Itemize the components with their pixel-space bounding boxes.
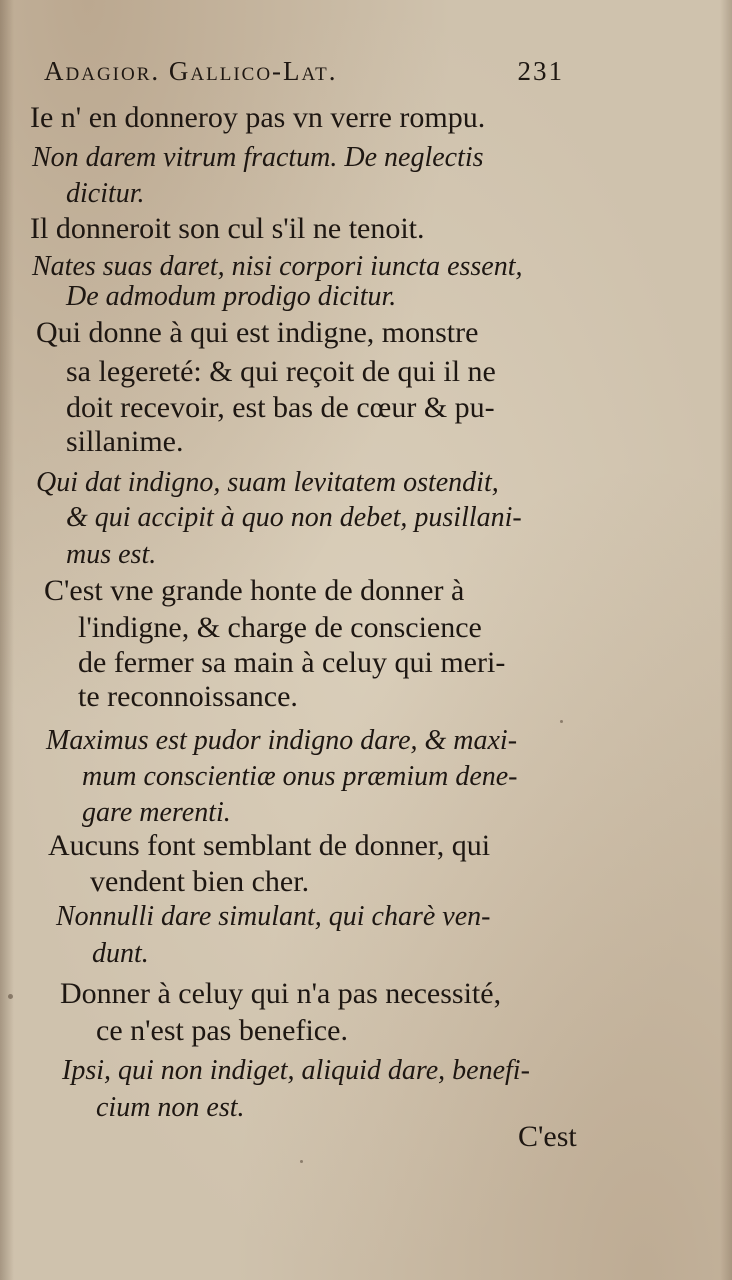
page-number: 231: [517, 56, 564, 86]
proverb-line: Aucuns font semblant de donner, qui: [48, 829, 491, 862]
latin-line: Non darem vitrum fractum. De neglectis: [32, 142, 484, 173]
latin-line: cium non est.: [96, 1092, 245, 1123]
paper-speck: [300, 1160, 303, 1163]
latin-line: Nonnulli dare simulant, qui charè ven-: [56, 901, 491, 932]
proverb-line: te reconnoissance.: [78, 680, 298, 713]
paper-speck: [8, 994, 13, 999]
proverb-line: Il donneroit son cul s'il ne tenoit.: [30, 212, 425, 245]
latin-line: gare merenti.: [82, 797, 231, 828]
latin-line: De admodum prodigo dicitur.: [66, 281, 397, 312]
latin-line: Nates suas daret, nisi corpori iuncta essent,: [32, 251, 523, 282]
latin-line: dicitur.: [66, 178, 145, 209]
proverb-line: doit recevoir, est bas de cœur & pu-: [66, 391, 495, 424]
page-edge-shadow-left: [0, 0, 14, 1280]
latin-line: Maximus est pudor indigno dare, & maxi-: [46, 725, 518, 756]
proverb-line: C'est vne grande honte de donner à: [44, 574, 465, 607]
proverb-line: sa legereté: & qui reçoit de qui il ne: [66, 355, 496, 388]
paper-speck: [560, 720, 563, 723]
catchword: C'est: [518, 1120, 577, 1153]
proverb-line: de fermer sa main à celuy qui meri-: [78, 646, 506, 679]
proverb-line: Ie n' en donneroy pas vn verre rompu.: [30, 101, 486, 134]
latin-line: & qui accipit à quo non debet, pusillani-: [66, 502, 522, 533]
proverb-line: vendent bien cher.: [90, 865, 310, 898]
proverb-line: Qui donne à qui est indigne, monstre: [36, 316, 479, 349]
page-edge-shadow-right: [720, 0, 732, 1280]
running-head: [44, 56, 564, 96]
proverb-line: Donner à celuy qui n'a pas necessité,: [60, 977, 502, 1010]
latin-line: mum conscientiæ onus præmium dene-: [82, 761, 518, 792]
latin-line: mus est.: [66, 539, 157, 570]
latin-line: Qui dat indigno, suam levitatem ostendit,: [36, 467, 499, 498]
proverb-line: ce n'est pas benefice.: [96, 1014, 348, 1047]
latin-line: Ipsi, qui non indiget, aliquid dare, benefi-: [62, 1055, 530, 1086]
latin-line: dunt.: [92, 938, 149, 969]
running-title: Adagior. Gallico-Lat.: [44, 56, 338, 86]
proverb-line: sillanime.: [66, 425, 184, 458]
proverb-line: l'indigne, & charge de conscience: [78, 611, 482, 644]
